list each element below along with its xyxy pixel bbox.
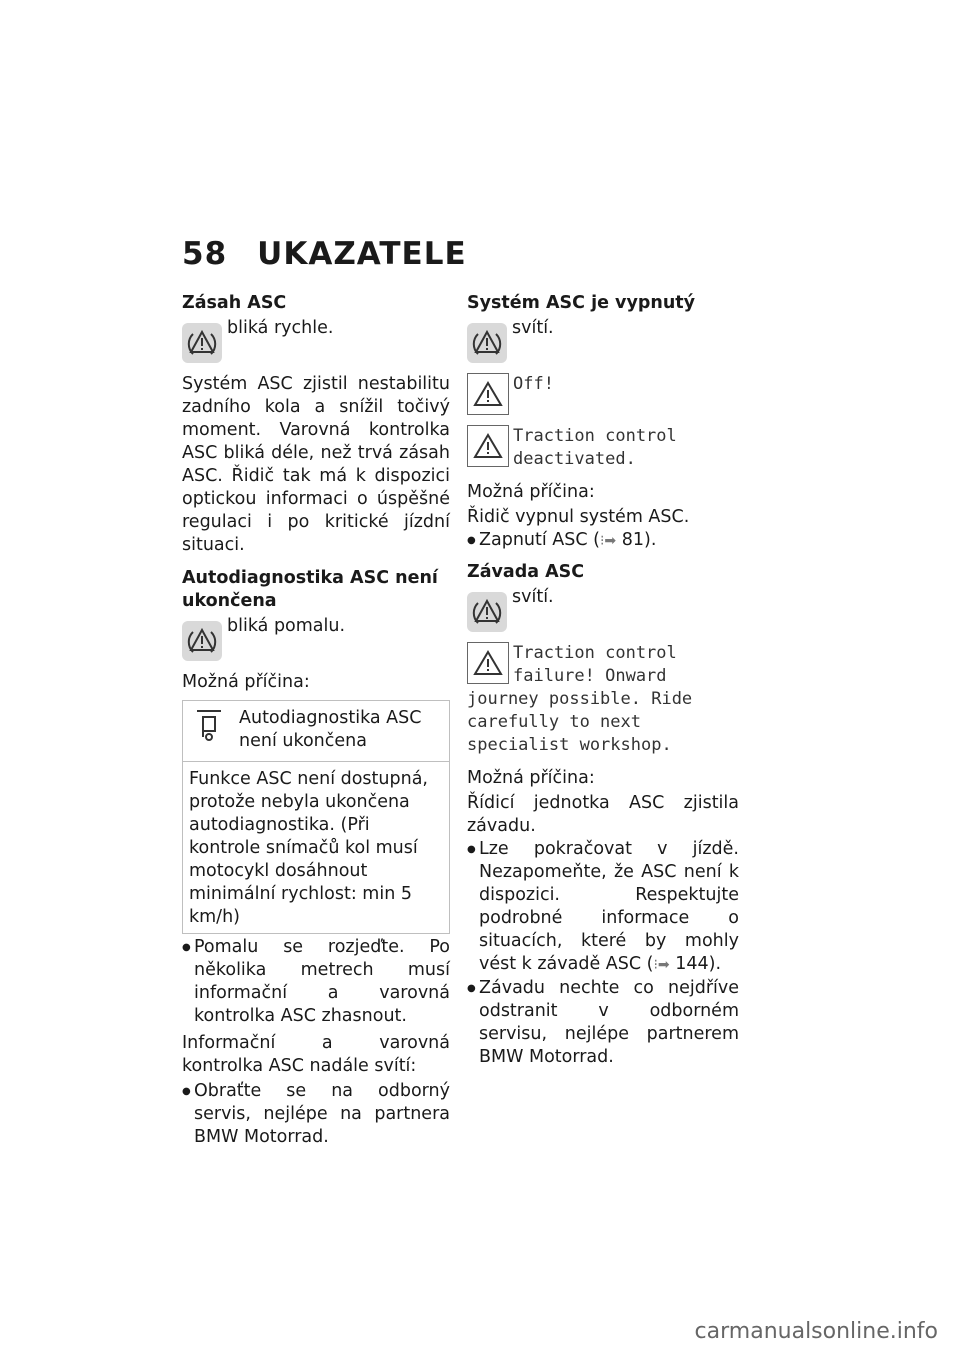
info-box-body: Funkce ASC není dostupná, protože nebyla ukončena autodiagnostika. (Při kontrole snímačů kol musí motocykl dosáhnout minimální rychlost: min 5 km/h) [189, 769, 428, 927]
section-title-autodiagnostics: Autodiagnostika ASC není ukončena [182, 568, 438, 611]
bullet-list [467, 529, 739, 553]
page-ref-arrow-icon: ⁝➡ [599, 533, 617, 549]
list-item: ● Obraťte se na odborný servis, nejlépe na partnera BMW Motorrad. [182, 1080, 450, 1149]
paragraph: Systém ASC zjistil nestabilitu zadního kola a snížil točivý moment. Varovná kontrolka ASC bliká déle, než trvá zásah ASC. Řidič tak má k dispozici optickou informaci o úspěšné regulaci i po kritické jízdní situaci. [182, 374, 450, 555]
paragraph: Řidič vypnul systém ASC. [467, 507, 690, 527]
section-title-asc-intervention: Zásah ASC [182, 293, 287, 313]
paragraph: Řídicí jednotka ASC zjistila závadu. [467, 793, 739, 836]
list-item: ● Závadu nechte co nejdříve odstranit v odborném servisu, nejlépe partnerem BMW Motorrad. [467, 977, 739, 1069]
warning-triangle-icon [467, 373, 509, 415]
right-column [467, 292, 739, 1073]
lamp-state-text: bliká rychle. [227, 318, 334, 338]
cause-label: Možná příčina: [467, 482, 595, 502]
page-ref-arrow-icon: ⁝➡ [653, 957, 670, 973]
section-title-asc-off: Systém ASC je vypnutý [467, 293, 696, 313]
page-number: 58 [182, 236, 228, 272]
warning-triangle-icon [467, 642, 509, 684]
page-header [182, 236, 467, 272]
lamp-row [182, 317, 450, 363]
asc-warning-lamp-icon [467, 592, 507, 632]
cause-label: Možná příčina: [182, 672, 310, 692]
display-message-row [467, 373, 739, 415]
list-item-text: Lze pokračovat v jízdě. Nezapomeňte, že ASC není k dispozici. Respektujte podrobné informace o situacích, které by mohly vést k závadě ASC ( [479, 839, 739, 974]
lamp-state-text: bliká pomalu. [227, 616, 346, 636]
bullet-list [467, 838, 739, 1069]
left-column [182, 292, 450, 1153]
lamp-row [467, 586, 739, 632]
info-box [182, 700, 450, 934]
lamp-row [182, 615, 450, 661]
watermark: carmanualsonline.info [694, 1319, 938, 1344]
display-message: Traction control failure! Onward [513, 643, 677, 686]
asc-warning-lamp-icon [182, 323, 222, 363]
diagnostic-sensor-icon [189, 707, 229, 753]
lamp-state-text: svítí. [512, 318, 554, 338]
list-item [467, 838, 739, 977]
info-box-header [183, 701, 449, 762]
lamp-row [467, 317, 739, 363]
lamp-state-text: svítí. [512, 587, 554, 607]
list-item [467, 529, 739, 553]
display-message: Off! [513, 374, 554, 394]
display-message-row [467, 642, 739, 688]
paragraph: Informační a varovná kontrolka ASC nadále svítí: [182, 1033, 450, 1076]
warning-triangle-icon [467, 425, 509, 467]
list-item: ● Pomalu se rozjeďte. Po několika metrech musí informační a varovná kontrolka ASC zhasnout. [182, 936, 450, 1028]
bullet-list [182, 936, 450, 1028]
asc-warning-lamp-icon [467, 323, 507, 363]
bullet-list [182, 1080, 450, 1149]
cause-label: Možná příčina: [467, 768, 595, 788]
page-reference[interactable]: 144). [675, 954, 722, 974]
section-title-asc-fault: Závada ASC [467, 562, 585, 582]
display-message-continued: journey possible. Ride carefully to next specialist workshop. [467, 689, 693, 755]
page-title: UKAZATELE [257, 236, 467, 272]
info-box-title: Autodiagnostika ASC není ukončena [239, 708, 422, 751]
display-message-row [467, 425, 739, 471]
list-item-text: Zapnutí ASC ( [479, 530, 600, 550]
display-message: Traction control deactivated. [513, 426, 677, 469]
page-reference[interactable]: 81). [621, 530, 657, 550]
asc-warning-lamp-icon [182, 621, 222, 661]
